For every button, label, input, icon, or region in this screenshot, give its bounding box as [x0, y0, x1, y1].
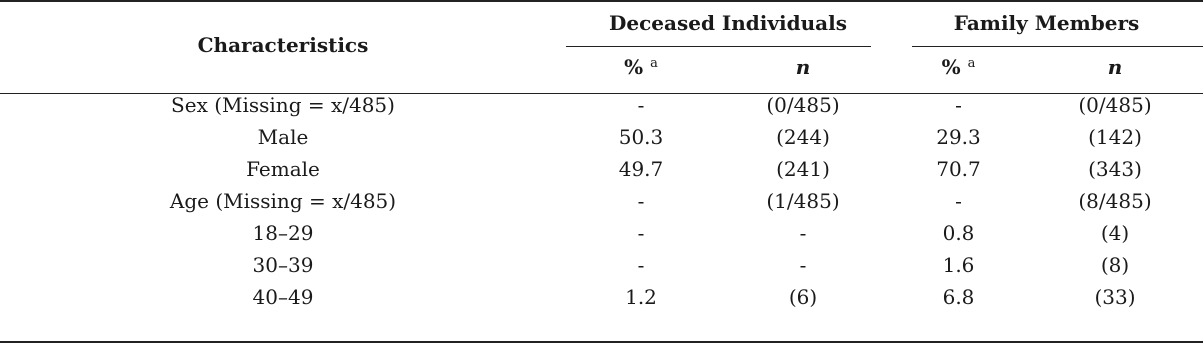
table-row [0, 121, 1203, 153]
deceased-n-cell: (244) [776, 125, 830, 149]
family-percent-cell: - [955, 189, 962, 213]
percent-footnote-marker: a [967, 56, 976, 71]
row-label: Male [257, 125, 309, 149]
deceased-percent-cell: 50.3 [618, 125, 664, 149]
family-n-cell: (142) [1088, 125, 1142, 149]
table-row [0, 249, 1203, 281]
family-percent-cell: 1.6 [942, 253, 975, 277]
row-label: Sex (Missing = x/485) [171, 93, 395, 117]
row-label: 30–39 [252, 253, 314, 277]
table-row [0, 217, 1203, 249]
row-label: 18–29 [252, 221, 314, 245]
row-label: 40–49 [252, 285, 314, 309]
family-percent-cell: 0.8 [942, 221, 975, 245]
deceased-percent-cell: - [637, 93, 645, 117]
family-n-header: n [1107, 55, 1123, 79]
deceased-n-header: n [795, 55, 811, 79]
table-row [0, 89, 1203, 121]
deceased-percent-cell: - [637, 189, 645, 213]
family-percent-cell: - [955, 93, 962, 117]
deceased-percent-header [566, 45, 716, 89]
deceased-percent-cell: - [637, 221, 645, 245]
deceased-n-cell: (6) [788, 285, 818, 309]
deceased-percent-cell: 49.7 [618, 157, 664, 181]
family-n-cell: (0/485) [1078, 93, 1152, 117]
deceased-percent-cell: - [637, 253, 645, 277]
deceased-n-cell: (1/485) [766, 189, 840, 213]
deceased-n-cell: (0/485) [766, 93, 840, 117]
percent-label: % [624, 55, 644, 79]
bottom-rule [0, 341, 1203, 343]
family-percent-cell: 6.8 [942, 285, 975, 309]
characteristics-header: Characteristics [197, 32, 369, 57]
family-n-cell: (343) [1088, 157, 1142, 181]
percent-label: % [941, 55, 961, 79]
deceased-n-cell: - [799, 253, 807, 277]
family-percent-cell: 70.7 [936, 157, 981, 181]
table-row [0, 185, 1203, 217]
deceased-n-cell: (241) [776, 157, 830, 181]
deceased-individuals-header: Deceased Individuals [609, 10, 847, 35]
family-n-cell: (8/485) [1078, 189, 1152, 213]
row-label: Age (Missing = x/485) [169, 189, 397, 213]
table-row [0, 153, 1203, 185]
deceased-n-cell: - [799, 221, 807, 245]
family-percent-header [890, 45, 1027, 89]
percent-footnote-marker: a [650, 56, 658, 71]
family-percent-cell: 29.3 [936, 125, 981, 149]
row-label: Female [246, 157, 320, 181]
family-n-cell: (4) [1100, 221, 1130, 245]
family-n-cell: (33) [1094, 285, 1136, 309]
family-members-header: Family Members [953, 10, 1140, 35]
family-n-cell: (8) [1100, 253, 1130, 277]
deceased-percent-cell: 1.2 [625, 285, 657, 309]
table-row [0, 281, 1203, 313]
